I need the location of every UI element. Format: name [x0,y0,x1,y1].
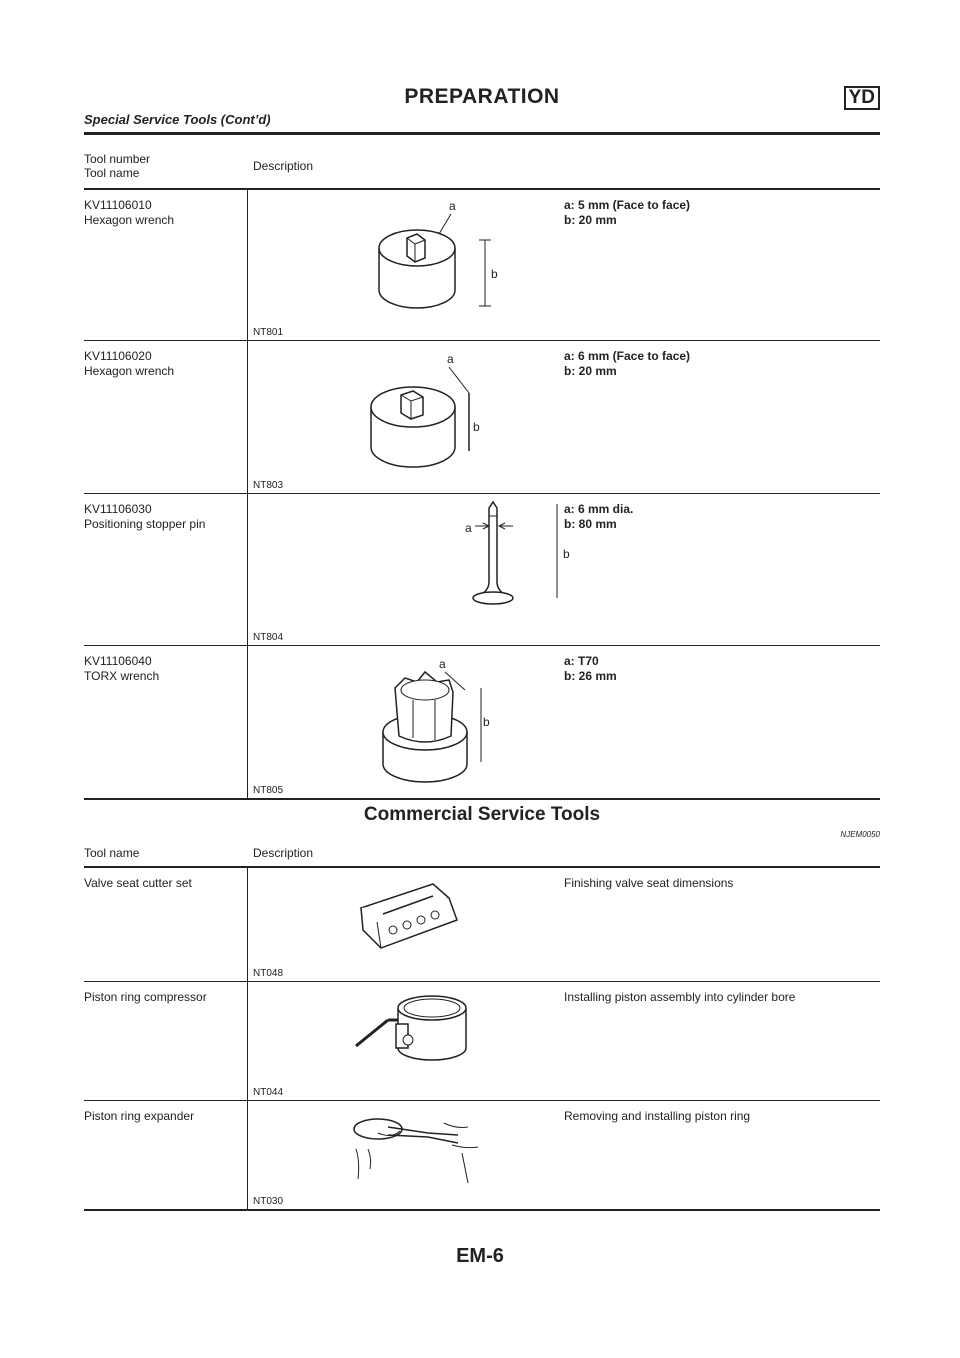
table-row [84,190,880,341]
piston-ring-compressor-illustration [348,988,488,1078]
header-description: Description [253,846,314,860]
tool-figure [253,190,553,340]
tool-description [564,654,617,684]
figure-id: NT030 [253,1196,284,1207]
dimension-b: b: 20 mm [564,213,617,227]
column-divider [247,494,248,645]
tool-figure [253,494,570,645]
tool-description: Installing piston assembly into cylinder bore [564,990,796,1004]
dimension-b: b: 20 mm [564,364,617,378]
dim-label-b: b [491,267,498,281]
dimension-a: a: 6 mm dia. [564,502,634,516]
tool-description: Removing and installing piston ring [564,1109,751,1123]
page-number: EM-6 [456,1245,504,1267]
tool-number: KV11106010 [84,198,152,212]
page-title: PREPARATION [404,85,560,108]
commercial-tools-table [84,838,880,1211]
dimension-a: a: 5 mm (Face to face) [564,198,691,212]
dim-label-a: a [465,521,472,535]
column-divider [247,1101,248,1209]
column-divider [247,341,248,493]
tool-cell [84,349,174,379]
tool-description: Finishing valve seat dimensions [564,876,734,890]
dimension-b: b: 80 mm [564,517,617,531]
figure-id: NT044 [253,1087,284,1098]
table-header [84,838,880,868]
table-row [84,494,880,646]
page-subtitle: Special Service Tools (Cont’d) [84,112,271,127]
table-row [84,646,880,800]
tool-description [564,502,633,532]
table-row [84,982,880,1101]
table-row [84,341,880,494]
tool-description [564,349,690,379]
figure-id: NT804 [253,632,284,643]
figure-id: NT805 [253,785,284,796]
dim-label-b: b [483,715,490,729]
header-description: Description [253,159,314,173]
page-header [84,82,880,136]
tool-description [564,198,690,228]
dim-label-a: a [449,199,456,213]
dimension-a: a: 6 mm (Face to face) [564,349,691,363]
column-divider [247,982,248,1100]
tool-name: Valve seat cutter set [84,876,192,890]
section-code: NJEM0050 [840,830,880,839]
dim-label-b: b [563,547,570,561]
hexagon-wrench-illustration [353,198,553,328]
figure-id: NT801 [253,327,284,338]
hexagon-wrench-illustration [353,349,553,479]
figure-id: NT803 [253,480,284,491]
section-badge: YD [844,86,880,110]
table-row [84,868,880,982]
tool-figure [253,341,553,493]
tool-name: TORX wrench [84,669,160,683]
tool-number: KV11106030 [84,502,152,516]
tool-figure [253,982,553,1100]
tool-cell [84,654,159,684]
tool-figure [253,646,553,798]
tool-number: KV11106040 [84,654,152,668]
dim-label-a: a [447,352,454,366]
valve-seat-cutter-set-illustration [353,878,473,958]
header-tool-name: Tool name [84,166,140,180]
header-tool-name: Tool name [84,846,140,860]
tool-name: Positioning stopper pin [84,517,206,531]
dim-label-b: b [473,420,480,434]
tool-cell [84,502,205,532]
tool-name: Piston ring compressor [84,990,207,1004]
special-tools-table [84,141,880,800]
tool-figure [253,1101,553,1209]
tool-figure [253,868,553,981]
piston-ring-expander-illustration [348,1109,488,1189]
tool-name: Hexagon wrench [84,364,175,378]
header-rule [84,132,880,135]
torx-wrench-illustration [343,652,563,782]
section-heading: Commercial Service Tools [363,804,601,825]
tool-number: KV11106020 [84,349,152,363]
dimension-a: a: T70 [564,654,599,668]
header-tool-number: Tool number [84,152,151,166]
stopper-pin-illustration [353,498,570,628]
column-divider [247,190,248,340]
column-divider [247,646,248,798]
table-row [84,1101,880,1211]
tool-name: Hexagon wrench [84,213,175,227]
figure-id: NT048 [253,968,284,979]
tool-cell [84,198,174,228]
dim-label-a: a [439,657,446,671]
table-header [84,141,880,190]
dimension-b: b: 26 mm [564,669,617,683]
column-divider [247,868,248,981]
tool-name: Piston ring expander [84,1109,195,1123]
